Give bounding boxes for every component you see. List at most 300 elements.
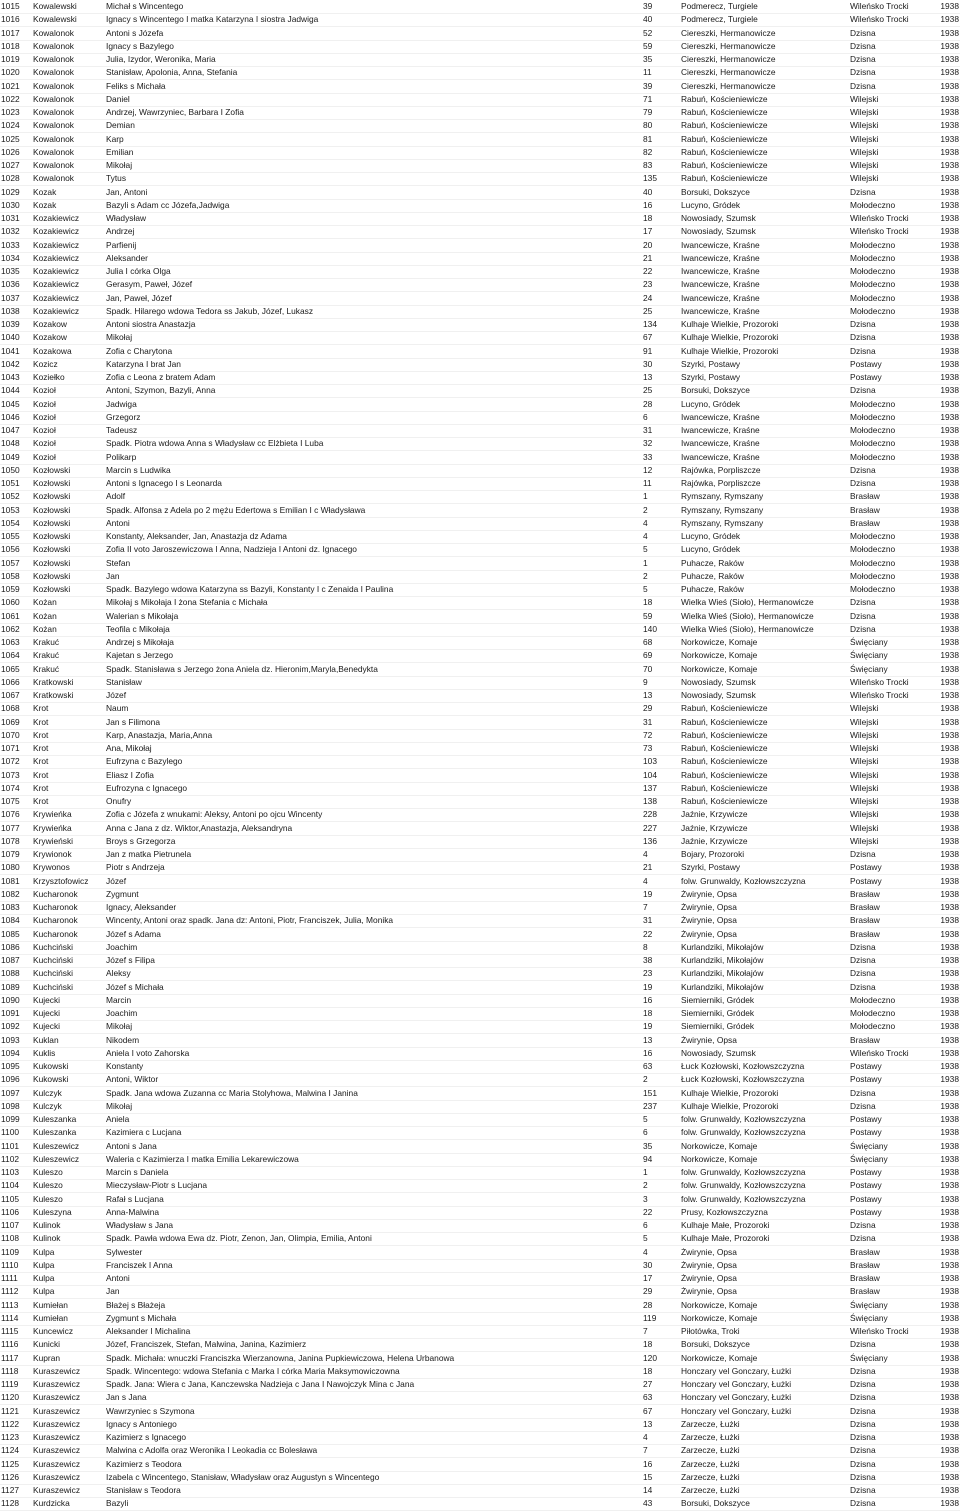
- plot-number-cell: 137: [643, 782, 657, 793]
- year-cell: 1938: [940, 941, 959, 952]
- locality-cell: Ciereszki, Hermanowicze: [681, 40, 776, 51]
- table-row: [0, 464, 960, 478]
- surname-cell: Kowalonok: [33, 133, 74, 144]
- surname-cell: Krot: [33, 796, 49, 806]
- surname-cell: Kozioł: [33, 425, 56, 435]
- plot-number-cell: 1: [643, 557, 648, 568]
- record-number-cell: 1114: [1, 1312, 19, 1323]
- record-number-cell: 1022: [1, 93, 20, 104]
- record-number-cell: 1078: [1, 835, 20, 846]
- plot-number-cell: 39: [643, 80, 653, 91]
- year-cell: 1938: [940, 133, 959, 144]
- district-cell: Dzisna: [850, 1233, 876, 1244]
- table-row: [0, 13, 960, 27]
- plot-number-cell: 24: [643, 292, 653, 303]
- given-names-cell: Antoni, Wiktor: [106, 1074, 159, 1085]
- locality-cell: Rymszany, Rymszany: [681, 517, 764, 528]
- locality-cell: Zarzecze, Łużki: [681, 1432, 740, 1442]
- plot-number-cell: 16: [643, 199, 653, 210]
- year-cell: 1938: [940, 1485, 959, 1495]
- record-number-cell: 1090: [1, 994, 20, 1005]
- table-row: [0, 1458, 960, 1472]
- year-cell: 1938: [940, 1392, 959, 1403]
- year-cell: 1938: [940, 796, 959, 806]
- locality-cell: Rabuń, Kościeniewicze: [681, 743, 768, 753]
- table-row: [0, 517, 960, 531]
- locality-cell: Kulhaje Wielkie, Prozoroki: [681, 332, 779, 343]
- record-number-cell: 1067: [1, 690, 20, 700]
- locality-cell: Rabuń, Kościeniewicze: [681, 120, 768, 131]
- plot-number-cell: 38: [643, 955, 653, 965]
- year-cell: 1938: [940, 107, 959, 117]
- district-cell: Brasław: [850, 1259, 880, 1270]
- plot-number-cell: 67: [643, 332, 653, 343]
- plot-number-cell: 31: [643, 716, 653, 727]
- surname-cell: Kozłowski: [33, 557, 71, 568]
- year-cell: 1938: [940, 716, 959, 727]
- given-names-cell: Ignacy s Bazylego: [106, 40, 174, 51]
- plot-number-cell: 9: [643, 676, 648, 687]
- surname-cell: Kowalonok: [33, 40, 74, 51]
- plot-number-cell: 134: [643, 319, 657, 329]
- given-names-cell: Polikarp: [106, 451, 137, 462]
- locality-cell: Nowosiady, Szumsk: [681, 1047, 756, 1058]
- plot-number-cell: 30: [643, 1259, 653, 1270]
- surname-cell: Kuncewicz: [33, 1326, 74, 1336]
- district-cell: Mołodeczno: [850, 425, 896, 435]
- surname-cell: Kuchciński: [33, 981, 74, 992]
- year-cell: 1938: [940, 1047, 959, 1058]
- table-row: [0, 610, 960, 624]
- record-number-cell: 1104: [1, 1180, 20, 1191]
- district-cell: Mołodeczno: [850, 451, 896, 462]
- given-names-cell: Zofia c Charytona: [106, 345, 173, 356]
- plot-number-cell: 19: [643, 1021, 653, 1032]
- record-number-cell: 1050: [1, 464, 20, 475]
- year-cell: 1938: [940, 1021, 959, 1032]
- year-cell: 1938: [940, 1206, 959, 1217]
- record-number-cell: 1016: [1, 14, 20, 25]
- year-cell: 1938: [940, 1100, 959, 1111]
- surname-cell: Kowalonok: [33, 27, 74, 38]
- given-names-cell: Jan z matka Pietrunela: [106, 849, 192, 859]
- locality-cell: Kulhaje Wielkie, Prozoroki: [681, 319, 779, 329]
- record-number-cell: 1039: [1, 319, 20, 329]
- plot-number-cell: 23: [643, 279, 653, 290]
- year-cell: 1938: [940, 266, 959, 276]
- record-number-cell: 1064: [1, 650, 20, 661]
- district-cell: Święciany: [850, 1153, 888, 1164]
- given-names-cell: Tytus: [106, 173, 127, 184]
- given-names-cell: Aleksy: [106, 968, 131, 979]
- year-cell: 1938: [940, 305, 959, 316]
- record-number-cell: 1056: [1, 544, 20, 555]
- plot-number-cell: 5: [643, 1114, 648, 1124]
- surname-cell: Kozłowski: [33, 531, 71, 541]
- locality-cell: Norkowicze, Komaje: [681, 1140, 758, 1151]
- given-names-cell: Adolf: [106, 491, 126, 502]
- district-cell: Postawy: [850, 1127, 882, 1138]
- given-names-cell: Marcin s Ludwika: [106, 464, 171, 475]
- year-cell: 1938: [940, 1286, 959, 1297]
- record-number-cell: 1042: [1, 358, 20, 369]
- district-cell: Wilejski: [850, 133, 879, 144]
- locality-cell: Żwirynie, Opsa: [681, 915, 737, 926]
- locality-cell: Kurlandziki, Mikołajów: [681, 941, 764, 952]
- given-names-cell: Andrzej, Wawrzyniec, Barbara I Zofia: [106, 107, 244, 117]
- plot-number-cell: 5: [643, 1233, 648, 1244]
- district-cell: Brasław: [850, 1286, 880, 1297]
- surname-cell: Kuleszanka: [33, 1127, 77, 1138]
- surname-cell: Kuchciński: [33, 955, 74, 965]
- record-number-cell: 1083: [1, 902, 20, 912]
- district-cell: Postawy: [850, 875, 882, 886]
- district-cell: Wilejski: [850, 809, 879, 820]
- district-cell: Dzisna: [850, 955, 876, 965]
- district-cell: Dzisna: [850, 941, 876, 952]
- district-cell: Postawy: [850, 1167, 882, 1177]
- record-number-cell: 1038: [1, 305, 20, 316]
- table-row: [0, 477, 960, 491]
- district-cell: Brasław: [850, 504, 880, 515]
- locality-cell: Żwirynie, Opsa: [681, 888, 737, 899]
- district-cell: Wileńsko Trocki: [850, 1, 909, 11]
- plot-number-cell: 18: [643, 1008, 653, 1018]
- locality-cell: Rabuń, Kościeniewicze: [681, 160, 768, 170]
- surname-cell: Kowalonok: [33, 93, 74, 104]
- year-cell: 1938: [940, 504, 959, 515]
- surname-cell: Kowalonok: [33, 54, 74, 64]
- year-cell: 1938: [940, 292, 959, 303]
- surname-cell: Kozakiewicz: [33, 266, 80, 276]
- locality-cell: Zarzecze, Łużki: [681, 1471, 740, 1482]
- record-number-cell: 1026: [1, 146, 20, 157]
- table-row: [0, 1325, 960, 1339]
- locality-cell: Żwirynie, Opsa: [681, 1273, 737, 1283]
- surname-cell: Krot: [33, 703, 49, 714]
- surname-cell: Kozłowski: [33, 504, 71, 515]
- district-cell: Dzisna: [850, 1405, 876, 1416]
- year-cell: 1938: [940, 1339, 959, 1350]
- plot-number-cell: 25: [643, 385, 653, 396]
- district-cell: Dzisna: [850, 849, 876, 859]
- district-cell: Postawy: [850, 1074, 882, 1085]
- table-row: [0, 1219, 960, 1233]
- table-row: [0, 1020, 960, 1034]
- district-cell: Święciany: [850, 1299, 888, 1310]
- year-cell: 1938: [940, 822, 959, 833]
- year-cell: 1938: [940, 915, 959, 926]
- given-names-cell: Anna-Malwina: [106, 1206, 160, 1217]
- surname-cell: Kozioł: [33, 411, 56, 422]
- plot-number-cell: 237: [643, 1100, 657, 1111]
- plot-number-cell: 32: [643, 438, 653, 449]
- locality-cell: Ciereszki, Hermanowicze: [681, 27, 776, 38]
- record-number-cell: 1117: [1, 1352, 19, 1363]
- table-row: [0, 875, 960, 889]
- year-cell: 1938: [940, 902, 959, 912]
- plot-number-cell: 13: [643, 372, 653, 382]
- district-cell: Dzisna: [850, 80, 876, 91]
- plot-number-cell: 4: [643, 1246, 648, 1257]
- surname-cell: Kowalewski: [33, 14, 77, 25]
- table-row: [0, 1087, 960, 1101]
- district-cell: Wilejski: [850, 835, 879, 846]
- district-cell: Postawy: [850, 1193, 882, 1204]
- district-cell: Brasław: [850, 928, 880, 939]
- surname-cell: Kucharonok: [33, 902, 78, 912]
- surname-cell: Kujecki: [33, 1008, 60, 1018]
- record-number-cell: 1105: [1, 1193, 20, 1204]
- given-names-cell: Kazimierz s Ignacego: [106, 1432, 187, 1442]
- surname-cell: Kukowski: [33, 1061, 69, 1071]
- table-row: [0, 1047, 960, 1061]
- table-row: [0, 1312, 960, 1326]
- locality-cell: Kurlandziki, Mikołajów: [681, 955, 764, 965]
- table-row: [0, 424, 960, 438]
- year-cell: 1938: [940, 769, 959, 780]
- given-names-cell: Eufrzyna c Bazylego: [106, 756, 183, 767]
- record-number-cell: 1107: [1, 1220, 20, 1230]
- year-cell: 1938: [940, 398, 959, 409]
- district-cell: Wilejski: [850, 822, 879, 833]
- surname-cell: Kozłowski: [33, 584, 71, 594]
- locality-cell: Borsuki, Dokszyce: [681, 385, 750, 396]
- year-cell: 1938: [940, 1180, 959, 1191]
- year-cell: 1938: [940, 1246, 959, 1257]
- surname-cell: Kratkowski: [33, 676, 74, 687]
- locality-cell: Żwirynie, Opsa: [681, 1246, 737, 1257]
- given-names-cell: Zofia c Józefa z wnukami: Aleksy, Antoni po ojcu Wincenty: [106, 809, 323, 820]
- plot-number-cell: 104: [643, 769, 657, 780]
- locality-cell: Kulhaje Wielkie, Prozoroki: [681, 1100, 779, 1111]
- given-names-cell: Józef s Adama: [106, 928, 161, 939]
- locality-cell: Kulhaje Wielkie, Prozoroki: [681, 1087, 779, 1098]
- year-cell: 1938: [940, 372, 959, 382]
- surname-cell: Kowalonok: [33, 67, 74, 78]
- given-names-cell: Ignacy s Wincentego I matka Katarzyna I siostra Jadwiga: [106, 14, 319, 25]
- given-names-cell: Bazyli: [106, 1498, 129, 1509]
- district-cell: Wilejski: [850, 107, 879, 117]
- table-row: [0, 1431, 960, 1445]
- locality-cell: Kurlandziki, Mikołajów: [681, 968, 764, 979]
- surname-cell: Kozłowski: [33, 544, 71, 555]
- given-names-cell: Spadk. Alfonsa z Adela po 2 mężu Edertowa s Emilian I c Władysława: [106, 504, 366, 515]
- plot-number-cell: 140: [643, 623, 657, 634]
- plot-number-cell: 16: [643, 1458, 653, 1469]
- plot-number-cell: 19: [643, 981, 653, 992]
- record-number-cell: 1111: [1, 1273, 18, 1283]
- table-row: [0, 1285, 960, 1299]
- surname-cell: Krywieńka: [33, 822, 72, 833]
- surname-cell: Kuleszewicz: [33, 1140, 80, 1151]
- given-names-cell: Jadwiga: [106, 398, 137, 409]
- locality-cell: Norkowicze, Komaje: [681, 1352, 758, 1363]
- table-row: [0, 1484, 960, 1498]
- surname-cell: Kuraszewicz: [33, 1365, 81, 1376]
- given-names-cell: Antoni, Szymon, Bazyli, Anna: [106, 385, 216, 396]
- surname-cell: Krot: [33, 769, 49, 780]
- locality-cell: Kulhaje Małe, Prozoroki: [681, 1233, 770, 1244]
- given-names-cell: Stefan: [106, 557, 131, 568]
- district-cell: Postawy: [850, 372, 882, 382]
- locality-cell: Podmerecz, Turgiele: [681, 1, 758, 11]
- surname-cell: Kozakow: [33, 332, 67, 343]
- surname-cell: Kulpa: [33, 1273, 55, 1283]
- district-cell: Dzisna: [850, 981, 876, 992]
- record-number-cell: 1017: [1, 27, 20, 38]
- district-cell: Święciany: [850, 637, 888, 647]
- record-number-cell: 1033: [1, 239, 20, 250]
- year-cell: 1938: [940, 1087, 959, 1098]
- locality-cell: Rabuń, Kościeniewicze: [681, 173, 768, 184]
- record-number-cell: 1060: [1, 597, 20, 608]
- year-cell: 1938: [940, 703, 959, 714]
- surname-cell: Kozak: [33, 199, 57, 210]
- plot-number-cell: 79: [643, 107, 653, 117]
- surname-cell: Kulczyk: [33, 1100, 62, 1111]
- table-row: [0, 1113, 960, 1127]
- year-cell: 1938: [940, 1405, 959, 1416]
- district-cell: Wilejski: [850, 146, 879, 157]
- year-cell: 1938: [940, 411, 959, 422]
- record-number-cell: 1020: [1, 67, 20, 78]
- record-number-cell: 1051: [1, 478, 20, 488]
- record-number-cell: 1127: [1, 1485, 20, 1495]
- year-cell: 1938: [940, 464, 959, 475]
- locality-cell: Rabuń, Kościeniewicze: [681, 729, 768, 740]
- table-row: [0, 742, 960, 756]
- given-names-cell: Mikołaj: [106, 160, 133, 170]
- given-names-cell: Jan: [106, 1286, 120, 1297]
- record-number-cell: 1089: [1, 981, 20, 992]
- plot-number-cell: 5: [643, 584, 648, 594]
- district-cell: Święciany: [850, 1140, 888, 1151]
- year-cell: 1938: [940, 199, 959, 210]
- locality-cell: Norkowicze, Komaje: [681, 1299, 758, 1310]
- district-cell: Dzisna: [850, 1418, 876, 1429]
- record-number-cell: 1031: [1, 213, 20, 223]
- year-cell: 1938: [940, 332, 959, 343]
- locality-cell: Honczary vel Gonczary, Łużki: [681, 1379, 792, 1389]
- given-names-cell: Feliks s Michała: [106, 80, 166, 91]
- record-number-cell: 1122: [1, 1418, 20, 1429]
- surname-cell: Kozioł: [33, 451, 56, 462]
- given-names-cell: Marcin: [106, 994, 132, 1005]
- given-names-cell: Mikołaj s Mikołaja I żona Stefania c Michała: [106, 597, 268, 608]
- locality-cell: folw. Grunwaldy, Kozłowszczyzna: [681, 1167, 806, 1177]
- plot-number-cell: 43: [643, 1498, 653, 1509]
- plot-number-cell: 35: [643, 1140, 653, 1151]
- record-number-cell: 1021: [1, 80, 20, 91]
- year-cell: 1938: [940, 80, 959, 91]
- year-cell: 1938: [940, 478, 959, 488]
- surname-cell: Kuraszewicz: [33, 1471, 81, 1482]
- locality-cell: Nowosiady, Szumsk: [681, 676, 756, 687]
- table-row: [0, 239, 960, 253]
- surname-cell: Kuleszanka: [33, 1114, 77, 1124]
- record-number-cell: 1048: [1, 438, 20, 449]
- table-row: [0, 928, 960, 942]
- plot-number-cell: 151: [643, 1087, 657, 1098]
- given-names-cell: Ana, Mikołaj: [106, 743, 152, 753]
- surname-cell: Kozakiewicz: [33, 279, 80, 290]
- record-number-cell: 1057: [1, 557, 20, 568]
- surname-cell: Kozłowski: [33, 517, 71, 528]
- given-names-cell: Antoni s Ignacego I s Leonarda: [106, 478, 222, 488]
- district-cell: Mołodeczno: [850, 266, 896, 276]
- plot-number-cell: 22: [643, 928, 653, 939]
- district-cell: Wileńsko Trocki: [850, 690, 909, 700]
- record-number-cell: 1101: [1, 1140, 20, 1151]
- plot-number-cell: 28: [643, 1299, 653, 1310]
- locality-cell: Lucyno, Gródek: [681, 544, 741, 555]
- given-names-cell: Spadk. Jana: Wiera c Jana, Kanczewska Nadzieja c Jana I Nawojczyk Mina c Jana: [106, 1379, 415, 1389]
- plot-number-cell: 25: [643, 305, 653, 316]
- plot-number-cell: 20: [643, 239, 653, 250]
- table-row: [0, 1259, 960, 1273]
- given-names-cell: Jan, Paweł, Józef: [106, 292, 172, 303]
- year-cell: 1938: [940, 173, 959, 184]
- locality-cell: Zarzecze, Łużki: [681, 1418, 740, 1429]
- record-number-cell: 1112: [1, 1286, 19, 1297]
- district-cell: Brasław: [850, 915, 880, 926]
- year-cell: 1938: [940, 1167, 959, 1177]
- table-row: [0, 1126, 960, 1140]
- locality-cell: Jaźnie, Krzywicze: [681, 835, 748, 846]
- year-cell: 1938: [940, 968, 959, 979]
- surname-cell: Kuleszo: [33, 1193, 63, 1204]
- given-names-cell: Marcin s Daniela: [106, 1167, 169, 1177]
- record-number-cell: 1044: [1, 385, 20, 396]
- given-names-cell: Spadk. Pawła wdowa Ewa dz. Piotr, Zenon, Jan, Olimpia, Emilia, Antoni: [106, 1233, 372, 1244]
- record-number-cell: 1069: [1, 716, 20, 727]
- locality-cell: Norkowicze, Komaje: [681, 637, 758, 647]
- year-cell: 1938: [940, 1379, 959, 1389]
- table-row: [0, 1378, 960, 1392]
- given-names-cell: Jan: [106, 570, 120, 581]
- given-names-cell: Joachim: [106, 941, 138, 952]
- surname-cell: Kowalonok: [33, 80, 74, 91]
- table-row: [0, 636, 960, 650]
- plot-number-cell: 29: [643, 1286, 653, 1297]
- locality-cell: Lucyno, Gródek: [681, 199, 741, 210]
- table-row: [0, 1193, 960, 1207]
- year-cell: 1938: [940, 862, 959, 873]
- surname-cell: Kujecki: [33, 1021, 60, 1032]
- record-number-cell: 1125: [1, 1458, 20, 1469]
- plot-number-cell: 30: [643, 358, 653, 369]
- surname-cell: Kuchciński: [33, 941, 74, 952]
- locality-cell: folw. Grunwaldy, Kozłowszczyzna: [681, 1127, 806, 1138]
- district-cell: Dzisna: [850, 623, 876, 634]
- table-row: [0, 981, 960, 995]
- record-number-cell: 1088: [1, 968, 20, 979]
- given-names-cell: Karp, Anastazja, Maria,Anna: [106, 729, 213, 740]
- table-row: [0, 1246, 960, 1260]
- surname-cell: Krakuć: [33, 637, 60, 647]
- given-names-cell: Aniela I voto Zahorska: [106, 1047, 190, 1058]
- table-row: [0, 1365, 960, 1379]
- surname-cell: Kulinok: [33, 1233, 61, 1244]
- plot-number-cell: 18: [643, 1365, 653, 1376]
- surname-cell: Krzysztofowicz: [33, 875, 89, 886]
- given-names-cell: Stanisław s Teodora: [106, 1485, 181, 1495]
- district-cell: Mołodeczno: [850, 438, 896, 449]
- given-names-cell: Nikodem: [106, 1034, 140, 1045]
- plot-number-cell: 18: [643, 597, 653, 608]
- year-cell: 1938: [940, 955, 959, 965]
